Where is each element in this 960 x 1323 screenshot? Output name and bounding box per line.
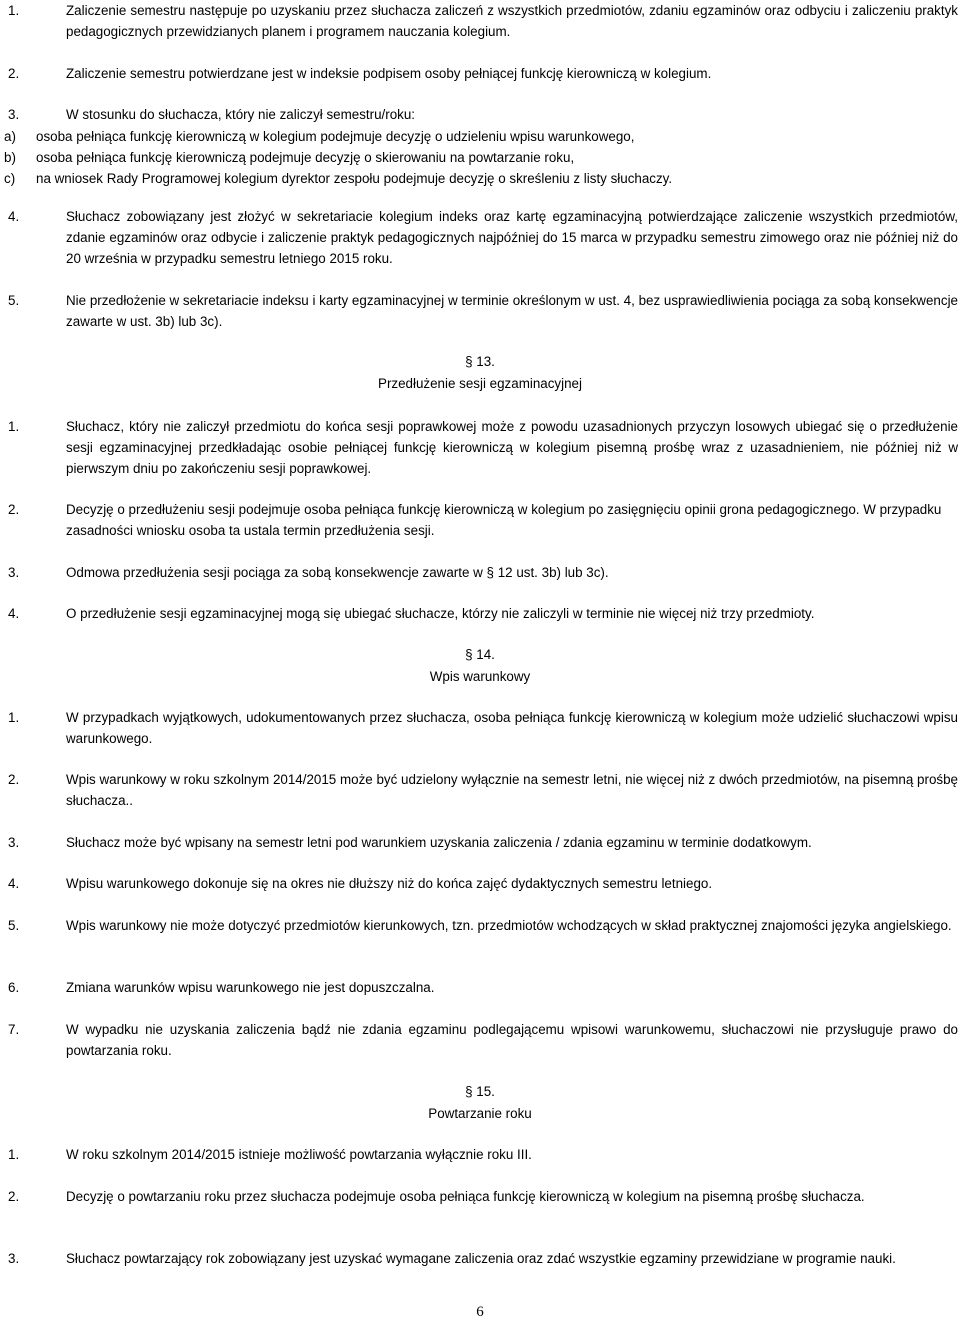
item-number: 3. <box>8 835 20 850</box>
item-text: Wpis warunkowy w roku szkolnym 2014/2015 może być udzielony wyłącznie na semestr letni, nie więcej niż z dwóch przedmiotów, na pisemną prośbę słuchacza.. <box>66 772 958 808</box>
section-number <box>0 1081 960 1103</box>
sub-item <box>4 126 958 147</box>
section-heading <box>0 1081 960 1125</box>
sub-item-text: osoba pełniąca funkcję kierowniczą podejmuje decyzję o skierowaniu na powtarzanie roku, <box>36 150 575 165</box>
list-item <box>8 0 958 42</box>
page-number: 6 <box>476 1304 484 1320</box>
item-number: 7. <box>8 1022 20 1037</box>
paragraph-sign: § <box>465 1084 473 1099</box>
section-title: Wpis warunkowy <box>429 669 531 684</box>
list-item <box>8 416 958 479</box>
item-text: Odmowa przedłużenia sesji pociąga za sobą konsekwencje zawarte w § 12 ust. 3b) lub 3c). <box>66 565 609 580</box>
sub-item-text: osoba pełniąca funkcję kierowniczą w kolegium podejmuje decyzję o udzieleniu wpisu warunkowego, <box>36 129 635 144</box>
list-item <box>8 769 958 811</box>
item-text: Słuchacz powtarzający rok zobowiązany jest uzyskać wymagane zaliczenia oraz zdać wszystkie egzaminy przewidziane w programie nauki. <box>66 1251 896 1266</box>
list-item <box>8 1019 958 1061</box>
list-item <box>8 290 958 332</box>
list-item <box>8 104 958 125</box>
sub-item-letter: c) <box>4 171 16 186</box>
section-number-value: 15. <box>476 1084 495 1099</box>
sub-item-letter: b) <box>4 150 16 165</box>
item-text: Słuchacz, który nie zaliczył przedmiotu do końca sesji poprawkowej może z powodu uzasadnionych przyczyn losowych ubiegać się o przedłużenie sesji egzaminacyjnej przedkładając osobie pełniącej funkcję kierowniczą w kolegium pisemną prośbę wraz z uzasadnieniem, nie później niż w pierwszym dniu po zakończeniu sesji poprawkowej. <box>66 419 958 476</box>
item-number: 5. <box>8 918 20 933</box>
section-title: Powtarzanie roku <box>428 1106 532 1121</box>
list-item <box>8 562 958 583</box>
item-number: 5. <box>8 293 20 308</box>
item-text: W roku szkolnym 2014/2015 istnieje możliwość powtarzania wyłącznie roku III. <box>66 1147 532 1162</box>
item-number: 2. <box>8 66 20 81</box>
item-number: 4. <box>8 606 20 621</box>
sub-item <box>4 168 958 189</box>
item-text: O przedłużenie sesji egzaminacyjnej mogą się ubiegać słuchacze, którzy nie zaliczyli w terminie nie więcej niż trzy przedmioty. <box>66 606 815 621</box>
item-number: 2. <box>8 502 20 517</box>
item-number: 1. <box>8 1147 20 1162</box>
item-text: Wpis warunkowy nie może dotyczyć przedmiotów kierunkowych, tzn. przedmiotów wchodzących w skład praktycznej znajomości języka angielskiego. <box>66 918 952 933</box>
list-item <box>8 206 958 269</box>
list-item <box>8 915 958 936</box>
paragraph-sign: § <box>465 354 473 369</box>
item-number: 1. <box>8 710 20 725</box>
item-text: Decyzję o przedłużeniu sesji podejmuje osoba pełniąca funkcję kierowniczą w kolegium po zasięgnięciu opinii grona pedagogicznego. W przypadku zasadności wniosku osoba ta ustala termin przedłużenia sesji. <box>66 502 942 538</box>
item-number: 6. <box>8 980 20 995</box>
list-item <box>8 603 958 624</box>
section-title: Przedłużenie sesji egzaminacyjnej <box>378 376 582 391</box>
item-number: 1. <box>8 419 20 434</box>
item-number: 1. <box>8 3 20 18</box>
item-number: 4. <box>8 209 20 224</box>
list-item <box>8 499 958 541</box>
item-number: 4. <box>8 876 20 891</box>
section-number <box>0 351 960 373</box>
section-heading <box>0 644 960 688</box>
paragraph-sign: § <box>465 647 473 662</box>
item-number: 3. <box>8 107 20 122</box>
section-number-value: 14. <box>476 647 495 662</box>
list-item <box>8 832 958 853</box>
item-text: W stosunku do słuchacza, który nie zaliczył semestru/roku: <box>66 107 416 122</box>
item-text: W wypadku nie uzyskania zaliczenia bądź nie zdania egzaminu podlegającemu wpisowi warunkowemu, słuchaczowi nie przysługuje prawo do powtarzania roku. <box>66 1022 958 1058</box>
item-text: Nie przedłożenie w sekretariacie indeksu i karty egzaminacyjnej w terminie określonym w ust. 4, bez usprawiedliwienia pociąga za sobą konsekwencje zawarte w ust. 3b) lub 3c). <box>66 293 958 329</box>
sub-item <box>4 147 958 168</box>
sub-list <box>4 126 958 189</box>
section-number-value: 13. <box>476 354 495 369</box>
list-item <box>8 63 958 84</box>
item-text: Decyzję o powtarzaniu roku przez słuchacza podejmuje osoba pełniąca funkcję kierowniczą w kolegium na pisemną prośbę słuchacza. <box>66 1189 865 1204</box>
item-text: Zaliczenie semestru następuje po uzyskaniu przez słuchacza zaliczeń z wszystkich przedmiotów, zdaniu egzaminów oraz odbyciu i zaliczeniu praktyk pedagogicznych przewidzianych planem i programem nauczania kolegium. <box>66 3 958 39</box>
sub-item-text: na wniosek Rady Programowej kolegium dyrektor zespołu podejmuje decyzję o skreśleniu z listy słuchaczy. <box>36 171 673 186</box>
item-text: Wpisu warunkowego dokonuje się na okres nie dłuższy niż do końca zajęć dydaktycznych semestru letniego. <box>66 876 713 891</box>
list-item <box>8 977 958 998</box>
item-number: 3. <box>8 1251 20 1266</box>
list-item <box>8 873 958 894</box>
item-number: 2. <box>8 1189 20 1204</box>
item-text: Słuchacz może być wpisany na semestr letni pod warunkiem uzyskania zaliczenia / zdania egzaminu w terminie dodatkowym. <box>66 835 812 850</box>
item-text: W przypadkach wyjątkowych, udokumentowanych przez słuchacza, osoba pełniąca funkcję kierowniczą w kolegium może udzielić słuchaczowi wpisu warunkowego. <box>66 710 958 746</box>
list-item <box>8 1144 958 1165</box>
list-item <box>8 1248 958 1269</box>
item-text: Zaliczenie semestru potwierdzane jest w indeksie podpisem osoby pełniącej funkcję kierowniczą w kolegium. <box>66 66 712 81</box>
item-number: 2. <box>8 772 20 787</box>
list-item <box>8 707 958 749</box>
section-number <box>0 644 960 666</box>
item-text: Słuchacz zobowiązany jest złożyć w sekretariacie kolegium indeks oraz kartę egzaminacyjną potwierdzające zaliczenie wszystkich przedmiotów, zdanie egzaminów oraz odbycie i zaliczenie praktyk pedagogicznych najpóźniej do 15 marca w przypadku semestru zimowego oraz nie później niż do 20 września w przypadku semestru letniego 2015 roku. <box>66 209 958 266</box>
section-heading <box>0 351 960 395</box>
sub-item-letter: a) <box>4 129 16 144</box>
list-item <box>8 1186 958 1207</box>
item-number: 3. <box>8 565 20 580</box>
item-text: Zmiana warunków wpisu warunkowego nie jest dopuszczalna. <box>66 980 435 995</box>
